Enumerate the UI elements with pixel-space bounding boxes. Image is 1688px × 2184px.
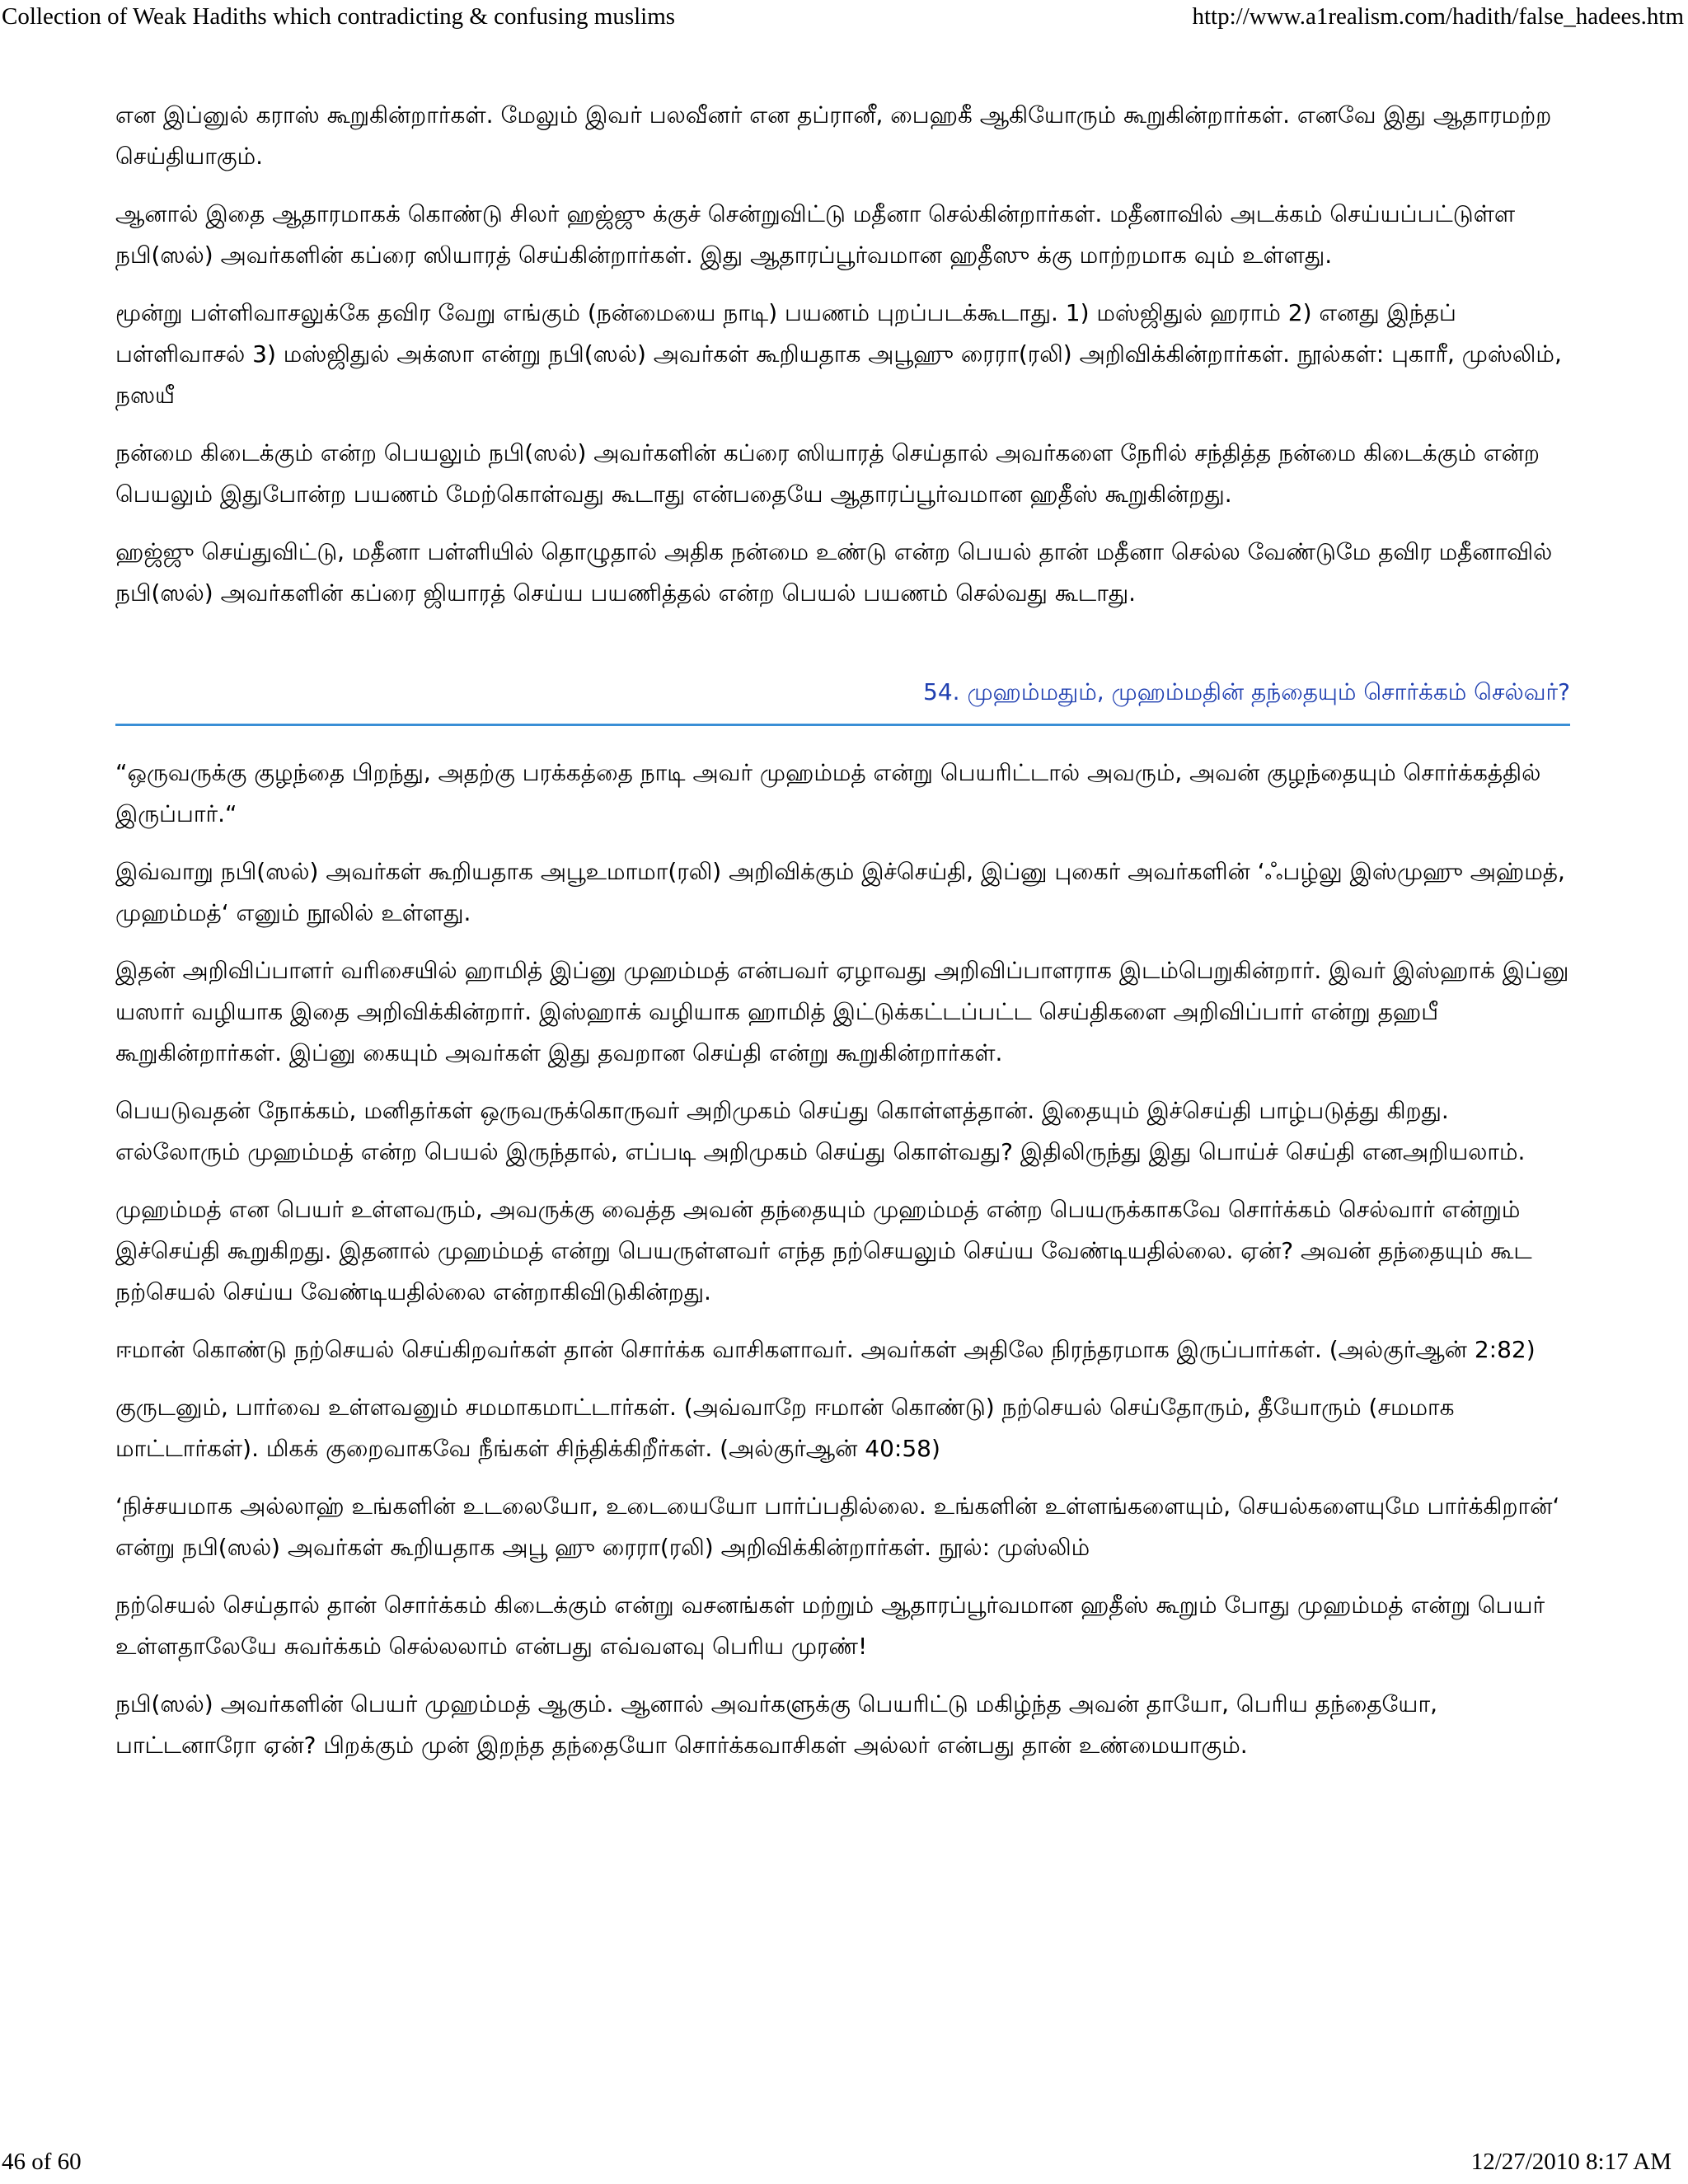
paragraph: ஹஜ்ஜு செய்துவிட்டு, மதீனா பள்ளியில் தொழுதால் அதிக நன்மை உண்டு என்ற பெயல் தான் மதீனா செல்ல வேண்டுமே தவிர மதீனாவில் நபி(ஸல்) அவர்களின் கப்ரை ஜியாரத் செய்ய பயணித்தல் என்ற பெயல் பயணம் செல்வது கூடாது. [115,538,1553,607]
paragraph: ‘நிச்சயமாக அல்லாஹ் உங்களின் உடலையோ, உடையையோ பார்ப்பதில்லை. உங்களின் உள்ளங்களையும், செயல்களையுமே பார்க்கிறான்‘ என்று நபி(ஸல்) அவர்கள் கூறியதாக அபூ ஹு ரைரா(ரலி) அறிவிக்கின்றார்கள். நூல்: முஸ்லிம் [115,1493,1560,1561]
section-title: 54. முஹம்மதும், முஹம்மதின் தந்தையும் சொர்க்கம் செல்வர்? [923,678,1570,705]
document-body [115,95,1570,1783]
paragraph: நன்மை கிடைக்கும் என்ற பெயலும் நபி(ஸல்) அவர்களின் கப்ரை ஸியாரத் செய்தால் அவர்களை நேரில் சந்தித்த நன்மை கிடைக்கும் என்ற பெயலும் இதுபோன்ற பயணம் மேற்கொள்வது கூடாது என்பதையே ஆதாரப்பூர்வமான ஹதீஸ் கூறுகின்றது. [115,439,1540,508]
paragraph: மூன்று பள்ளிவாசலுக்கே தவிர வேறு எங்கும் (நன்மையை நாடி) பயணம் புறப்படக்கூடாது. 1) மஸ்ஜிதுல் ஹராம் 2) எனது இந்தப் பள்ளிவாசல் 3) மஸ்ஜிதுல் அக்ஸா என்று நபி(ஸல்) அவர்கள் கூறியதாக அபூஹு ரைரா(ரலி) அறிவிக்கின்றார்கள். நூல்கள்: புகாரீ, முஸ்லிம், நஸயீ [115,299,1562,409]
page-number: 46 of 60 [2,2149,82,2175]
print-footer [0,2147,1688,2180]
print-datetime: 12/27/2010 8:17 AM [1470,2149,1672,2175]
paragraph: குருடனும், பார்வை உள்ளவனும் சமமாகமாட்டார்கள். (அவ்வாறே ஈமான் கொண்டு) நற்செயல் செய்தோரும், தீயோரும் (சமமாக மாட்டார்கள்). மிகக் குறைவாகவே நீங்கள் சிந்திக்கிறீர்கள். (அல்குர்ஆன் 40:58) [115,1394,1455,1462]
section-heading [115,672,1570,721]
paragraph: முஹம்மத் என பெயர் உள்ளவரும், அவருக்கு வைத்த அவன் தந்தையும் முஹம்மத் என்ற பெயருக்காகவே சொர்க்கம் செல்வார் என்றும் இச்செய்தி கூறுகிறது. இதனால் முஹம்மத் என்று பெயருள்ளவர் எந்த நற்செயலும் செய்ய வேண்டியதில்லை. ஏன்? அவன் தந்தையும் கூட நற்செயல் செய்ய வேண்டியதில்லை என்றாகிவிடுகின்றது. [115,1196,1532,1305]
paragraph: நபி(ஸல்) அவர்களின் பெயர் முஹம்மத் ஆகும். ஆனால் அவர்களுக்கு பெயரிட்டு மகிழ்ந்த அவன் தாயோ, பெரிய தந்தையோ, பாட்டனாரோ ஏன்? பிறக்கும் முன் இறந்த தந்தையோ சொர்க்கவாசிகள் அல்லர் என்பது தான் உண்மையாகும். [115,1690,1437,1759]
print-header [0,0,1688,33]
paragraph: “ஒருவருக்கு குழந்தை பிறந்து, அதற்கு பரக்கத்தை நாடி அவர் முஹம்மத் என்று பெயரிட்டால் அவரும், அவன் குழந்தையும் சொர்க்கத்தில் இருப்பார்.“ [115,759,1541,827]
paragraph: ஆனால் இதை ஆதாரமாகக் கொண்டு சிலர் ஹஜ்ஜு க்குச் சென்றுவிட்டு மதீனா செல்கின்றார்கள். மதீனாவில் அடக்கம் செய்யப்பட்டுள்ள நபி(ஸல்) அவர்களின் கப்ரை ஸியாரத் செய்கின்றார்கள். இது ஆதாரப்பூர்வமான ஹதீஸு க்கு மாற்றமாக வும் உள்ளது. [115,200,1516,269]
section-divider [115,724,1570,726]
paragraph: பெயடுவதன் நோக்கம், மனிதர்கள் ஒருவருக்கொருவர் அறிமுகம் செய்து கொள்ளத்தான். இதையும் இச்செய்தி பாழ்படுத்து கிறது. எல்லோரும் முஹம்மத் என்ற பெயல் இருந்தால், எப்படி அறிமுகம் செய்து கொள்வது? இதிலிருந்து இது பொய்ச் செய்தி எனஅறியலாம். [115,1097,1526,1165]
page-url: http://www.a1realism.com/hadith/false_hadees.htm [1192,3,1684,30]
paragraph: இவ்வாறு நபி(ஸல்) அவர்கள் கூறியதாக அபூஉமாமா(ரலி) அறிவிக்கும் இச்செய்தி, இப்னு புகைர் அவர்களின் ‘ஃபழ்லு இஸ்முஹு அஹ்மத், முஹம்மத்‘ எனும் நூலில் உள்ளது. [115,858,1565,926]
paragraph: இதன் அறிவிப்பாளர் வரிசையில் ஹாமித் இப்னு முஹம்மத் என்பவர் ஏழாவது அறிவிப்பாளராக இடம்பெறுகின்றார். இவர் இஸ்ஹாக் இப்னு யஸார் வழியாக இதை அறிவிக்கின்றார். இஸ்ஹாக் வழியாக ஹாமித் இட்டுக்கட்டப்பட்ட செய்திகளை அறிவிப்பார் என்று தஹபீ கூறுகின்றார்கள். இப்னு கையும் அவர்கள் இது தவறான செய்தி என்று கூறுகின்றார்கள். [115,957,1569,1066]
page-title: Collection of Weak Hadiths which contradicting & confusing muslims [2,3,676,30]
paragraph: நற்செயல் செய்தால் தான் சொர்க்கம் கிடைக்கும் என்று வசனங்கள் மற்றும் ஆதாரப்பூர்வமான ஹதீஸ் கூறும் போது முஹம்மத் என்று பெயர் உள்ளதாலேயே சுவர்க்கம் செல்லலாம் என்பது எவ்வளவு பெரிய முரண்! [115,1591,1545,1660]
paragraph: ஈமான் கொண்டு நற்செயல் செய்கிறவர்கள் தான் சொர்க்க வாசிகளாவர். அவர்கள் அதிலே நிரந்தரமாக இருப்பார்கள். (அல்குர்ஆன் 2:82) [115,1336,1536,1363]
paragraph: என இப்னுல் கராஸ் கூறுகின்றார்கள். மேலும் இவர் பலவீனர் என தப்ரானீ, பைஹகீ ஆகியோரும் கூறுகின்றார்கள். எனவே இது ஆதாரமற்ற செய்தியாகும். [115,101,1552,170]
